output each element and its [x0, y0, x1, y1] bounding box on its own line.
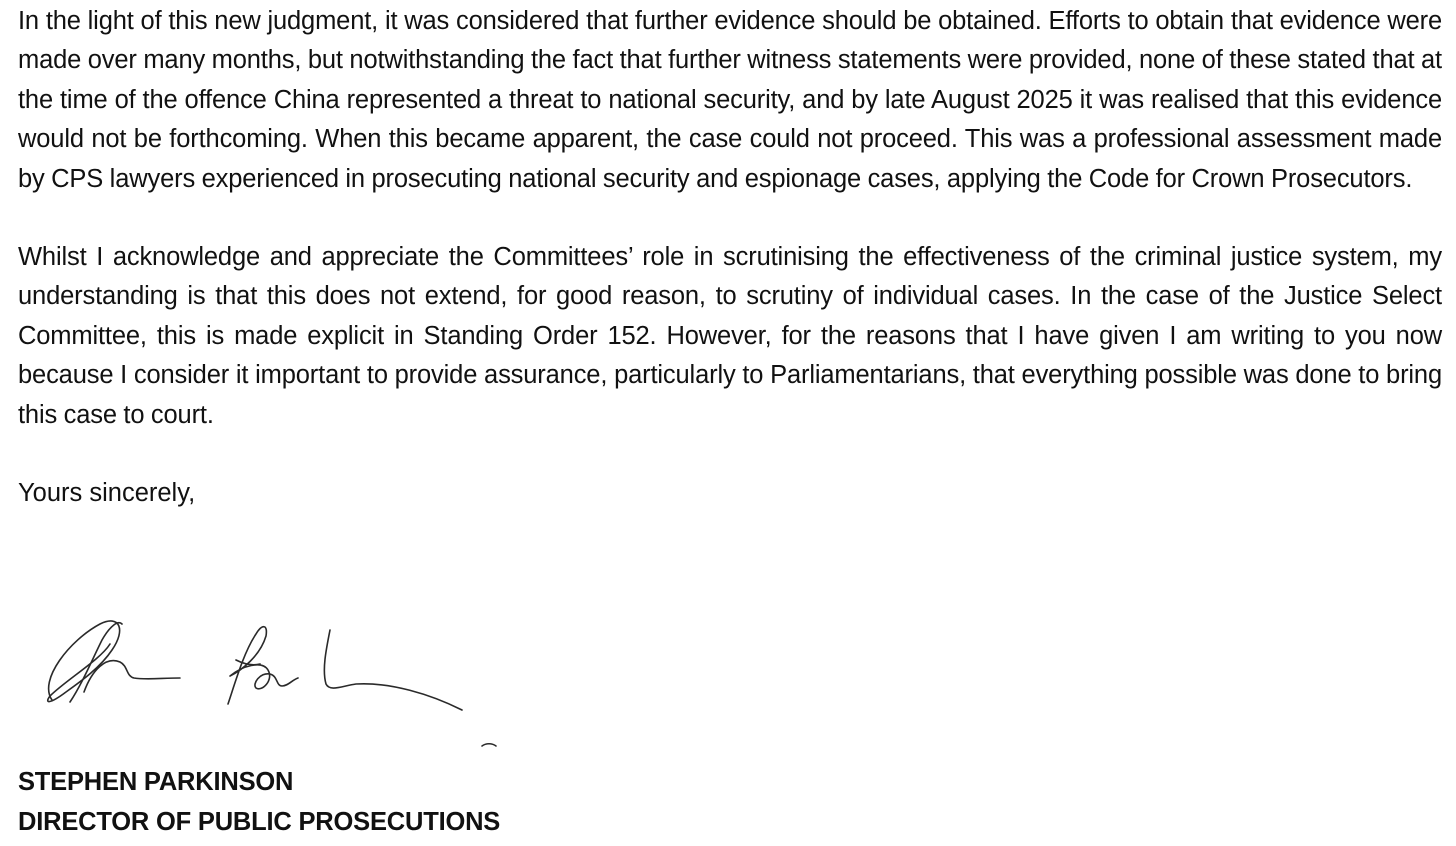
signature-block: [18, 762, 500, 842]
handwritten-signature: [30, 600, 510, 760]
signatory-title: DIRECTOR OF PUBLIC PROSECUTIONS: [18, 808, 501, 836]
paragraph-2: Whilst I acknowledge and appreciate the Committees’ role in scrutinising the effectiveness of the criminal justice system, my understanding is that this does not extend, for good reason, to scrutiny of individual cases. In the case of the Justice Select Committee, this is made explicit in Standing Order 152. However, for the reasons that I have given I am writing to you now because I consider it important to provide assurance, particularly to Parliamentarians, that everything possible was done to bring this case to court.: [18, 243, 1442, 429]
signatory-name: STEPHEN PARKINSON: [18, 768, 294, 796]
closing-salutation: Yours sincerely,: [18, 479, 196, 508]
paragraph-1: In the light of this new judgment, it was considered that further evidence should be obtained. Efforts to obtain that evidence were made over many months, but notwithstanding the fact that further witness statements were provided, none of these stated that at the time of the offence China represented a threat to national security, and by late August 2025 it was realised that this evidence would not be forthcoming. When this became apparent, the case could not proceed. This was a professional assessment made by CPS lawyers experienced in prosecuting national security and espionage cases, applying the Code for Crown Prosecutors.: [18, 7, 1442, 193]
letter-body: [18, 0, 1442, 513]
